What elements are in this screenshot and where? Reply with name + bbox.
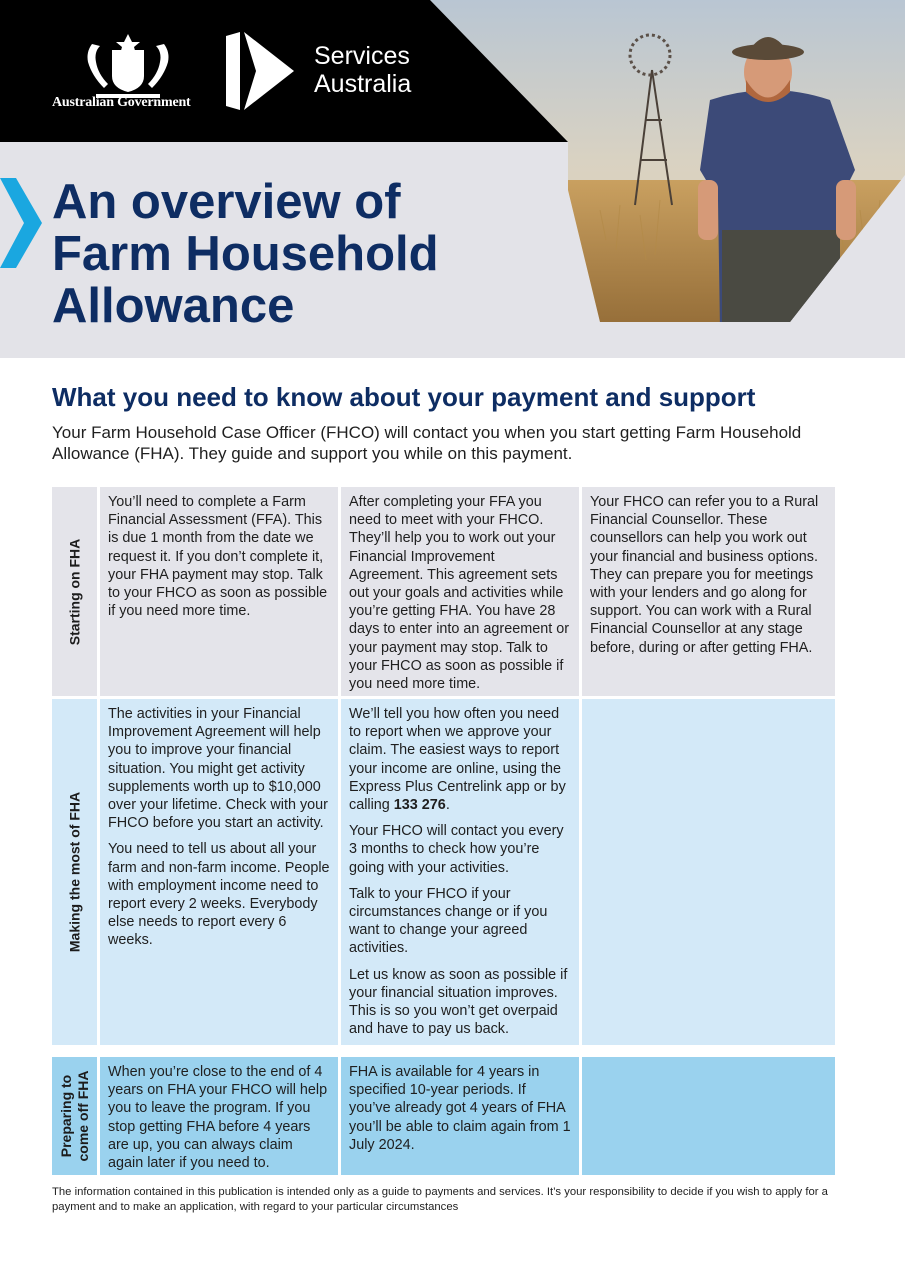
header-banner: [0, 0, 905, 358]
section-heading: What you need to know about your payment and support: [52, 382, 756, 412]
table-row-starting: [52, 487, 853, 696]
table-cell: [341, 1057, 579, 1175]
disclaimer-footer: The information contained in this publication is intended only as a guide to payments and services. It’s your responsibility to decide if you wish to apply for a payment and to make an application, with regard to your particular circumstances: [52, 1186, 828, 1213]
cell-text: You’ll need to complete a Farm Financial Assessment (FFA). This is due 1 month from the date we request it. If you don’t complete it, your FHA payment may stop. Talk to your FHCO as soon as possible if you need more time.: [108, 494, 328, 620]
cell-text: The activities in your Financial Improvement Agreement will help you to improve your financial situation. You might get activity supplements worth up to $10,000 over your lifetime. Check with your FHCO before you start an activity.: [108, 706, 328, 832]
cell-text: FHA is available for 4 years in specified 10-year periods. If you’ve already got 4 years of FHA you’ll be able to claim again from 1 July 2024.: [349, 1064, 571, 1153]
table-cell: [100, 1057, 338, 1175]
row-label: [58, 1071, 92, 1162]
title-line2: Farm Household: [52, 227, 439, 281]
cell-text-part: .: [445, 797, 450, 814]
phone-number: 133 276: [393, 797, 446, 814]
row-label: Starting on FHA: [66, 538, 82, 645]
table-cell: [582, 487, 835, 696]
table-cell-empty: [582, 1057, 835, 1175]
page-title: [52, 176, 502, 332]
table-cell-empty: [582, 699, 835, 1045]
cell-text: Your FHCO can refer you to a Rural Financial Counsellor. These counsellors can help you work out your financial and business options. They can prepare you for meetings with your lenders and go along for support. You can work with a Rural Financial Counsellor at any stage before, during or after getting FHA.: [590, 494, 819, 656]
table-cell: [341, 699, 579, 1045]
cell-text: [349, 705, 571, 814]
cell-text-part: We’ll tell you how often you need to report when we approve your claim. The easiest ways to report your income are online, using the Express Plus Centrelink app or by calling: [349, 706, 566, 814]
title-line3: Allowance: [52, 279, 295, 333]
row-label-line2: come off FHA: [74, 1070, 91, 1162]
table-cell: [341, 487, 579, 696]
row-label: Making the most of FHA: [66, 791, 82, 953]
table-row-making-the-most: [52, 699, 853, 1045]
services-australia-logo-icon: [226, 32, 298, 110]
cell-text: Your FHCO will contact you every 3 months to check how you’re going with your activities.: [349, 823, 564, 876]
row-label-line1: Preparing to: [57, 1074, 74, 1158]
agency-name-line2: Australia: [314, 70, 412, 98]
agency-name: [314, 42, 411, 98]
row-header: [52, 1057, 97, 1175]
cell-text: You need to tell us about all your farm and non-farm income. People with employment income need to report every 2 weeks. Everybody else needs to report every 6 weeks.: [108, 841, 330, 949]
gov-label: Australian Government: [52, 95, 191, 110]
table-cell: [100, 699, 338, 1045]
cell-text: When you’re close to the end of 4 years on FHA your FHCO will help you to leave the program. If you stop getting FHA before 4 years are up, you can always claim again later if you need to.: [108, 1064, 328, 1172]
chevron-right-icon: [0, 178, 42, 268]
cell-text: After completing your FFA you need to meet with your FHCO. They’ll help you to work out your Financial Improvement Agreement. This agreement sets out your goals and activities while you’re getting FHA. You have 28 days to enter into an agreement or your payment may stop. Talk to your FHCO as soon as possible if you need more time.: [349, 494, 569, 693]
table-cell: [100, 487, 338, 696]
cell-text: Let us know as soon as possible if your financial situation improves. This is so you won’t get overpaid and have to pay us back.: [349, 966, 568, 1038]
intro-paragraph: Your Farm Household Case Officer (FHCO) will contact you when you start getting Farm Household Allowance (FHA). They guide and support you while on this payment.: [52, 423, 802, 463]
title-line1: An overview of: [52, 175, 401, 229]
table-row-preparing: [52, 1057, 853, 1175]
row-header: [52, 699, 97, 1045]
cell-text: Talk to your FHCO if your circumstances change or if you want to change your agreed activities.: [349, 885, 548, 957]
row-header: [52, 487, 97, 696]
agency-name-line1: Services: [314, 42, 410, 70]
